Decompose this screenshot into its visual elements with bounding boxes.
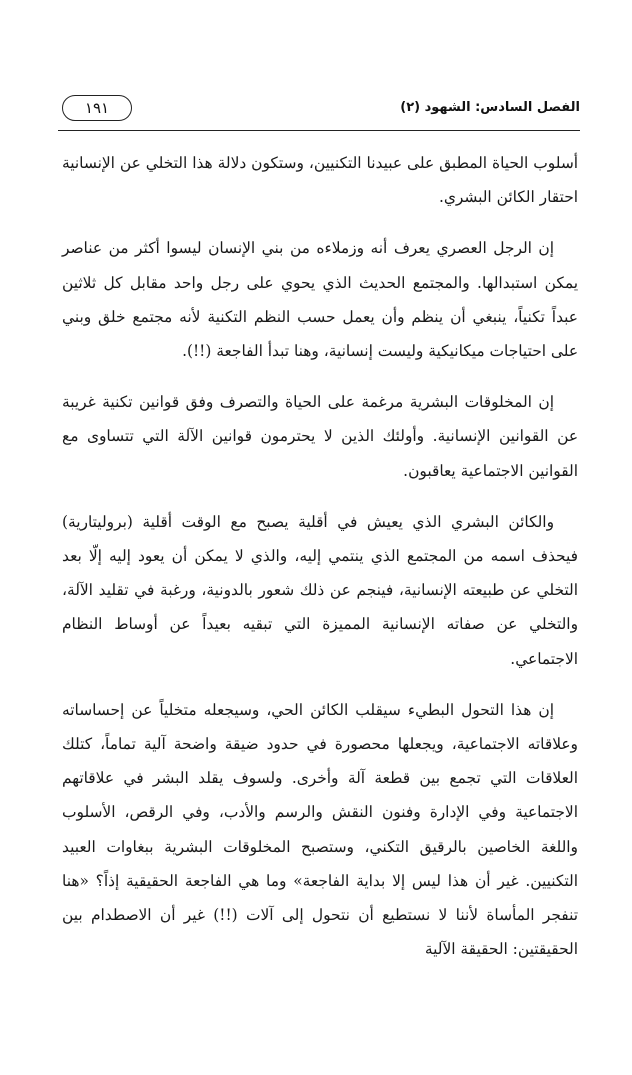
page-header [58,92,580,132]
paragraph: إن هذا التحول البطيء سيقلب الكائن الحي، وسيجعله متخلياً عن إحساساته وعلاقاته الاجتماعية، ويجعلها محصورة في حدود ضيقة واضحة آلية تماماً، كتلك العلاقات التي تجمع بين قطعة آلة وأخرى. ولسوف يقلد البشر في علاقاتهم الاجتماعية وفي الإدارة وفنون النقش والرسم والأدب، وفي الرقص، الأسلوب واللغة الخاصين بالرقيق التكني، وستصبح المخلوقات البشرية ببغاوات العبيد التكنيين. غير أن هذا ليس إلا بداية الفاجعة» وما هي الفاجعة الحقيقية إذاً؟ «هنا تنفجر المأساة لأننا لا نستطيع أن نتحول إلى آلات (!!) غير أن الاصطدام بين الحقيقتين: الحقيقة الآلية [62,700,578,959]
header-divider [58,130,580,131]
paragraph: إن المخلوقات البشرية مرغمة على الحياة والتصرف وفق قوانين تكنية غريبة عن القوانين الإنسانية. وأولئك الذين لا يحترمون قوانين الآلة التي تتساوى مع القوانين الاجتماعية يعاقبون. [62,393,578,480]
paragraph: إن الرجل العصري يعرف أنه وزملاءه من بني الإنسان ليسوا أكثر من عناصر يمكن استبدالها. والمجتمع الحديث الذي يحوي على رجل واحد مقابل كل ثلاثين عبداً تكنياً، ينبغي أن ينظم وأن يعمل حسب النظم التكنية لأنه مجتمع خلق وبني على احتياجات ميكانيكية وليست إنسانية، وهنا تبدأ الفاجعة (!!). [62,239,578,361]
paragraph-continued: أسلوب الحياة المطبق على عبيدنا التكنيين، وستكون دلالة هذا التخلي عن الإنسانية احتقار الكائن البشري. [62,154,578,207]
page-number-badge: ١٩١ [62,95,132,121]
paragraph: والكائن البشري الذي يعيش في أقلية يصبح مع الوقت أقلية (بروليتارية) فيحذف اسمه من المجتمع الذي ينتمي إليه، والذي لا يمكن أن يعود إليه إلّا بعد التخلي عن طبيعته الإنسانية، فينجم عن ذلك شعور بالدونية، ورغبة في تقليد الآلة، والتخلي عن صفاته الإنسانية المميزة التي تبقيه بعيداً عن أوساط النظام الاجتماعي. [62,512,578,668]
body-text [62,146,578,983]
running-title: الفصل السادس: الشهود (٢) [400,100,580,115]
